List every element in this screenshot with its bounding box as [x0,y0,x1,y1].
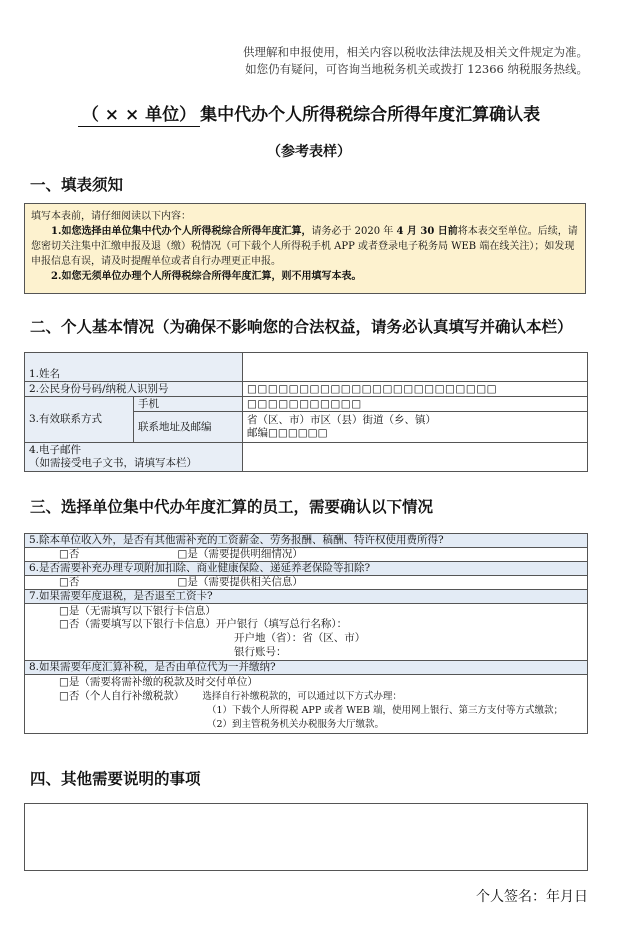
signature-label: 个人签名： [476,889,546,905]
instructions-item-1: 1.如您选择由单位集中代办个人所得税综合所得年度汇算，请务必于 2020 年 4 月 30 日前将本表交至单位。后续，请您密切关注集中汇缴申报及退（缴）税情况（可下载个人所得税手机 APP 或者登录电子税务局 WEB 端在线关注）；如发现申报信息有误，请及时提醒单位或者自行办理更正申报。 [31,226,578,267]
q8-yes-checkbox[interactable]: □是（需要将需补缴的税款及时交付单位） [59,676,258,688]
question-7: 7.如果需要年度退税，是否退至工资卡? [25,590,588,604]
question-6-options [25,576,588,590]
email-label: 4.电子邮件 [29,444,82,456]
postcode-line: 邮编□□□□□□ [247,427,328,439]
q7-bank-account[interactable]: 银行账号： [234,646,287,658]
contact-label: 3.有效联系方式 [25,397,134,443]
question-6: 6.是否需要补充办理专项附加扣除、商业健康保险、递延养老保险等扣除? [25,562,588,576]
form-subtitle: （参考表样） [267,144,351,160]
section-4-heading: 四、其他需要说明的事项 [30,770,201,788]
other-notes-field[interactable] [24,803,588,871]
instructions-item-2: 2.如您无须单位办理个人所得税综合所得年度汇算，则不用填写本表。 [51,271,362,282]
notice-line-2: 如您仍有疑问，可咨询当地税务机关或拨打 12366 纳税服务热线。 [245,62,588,76]
q5-yes-checkbox[interactable]: □是（需要提供明细情况） [177,548,303,560]
instructions-intro: 填写本表前，请仔细阅读以下内容： [31,211,191,222]
q8-hint: 选择自行补缴税款的，可以通过以下方式办理： [202,691,402,702]
section-3-heading: 三、选择单位集中代办年度汇算的员工，需要确认以下情况 [30,498,434,516]
id-field[interactable]: □□□□□□□□□□□□□□□□□□□□□□□□ [243,382,588,397]
confirmation-table [24,533,588,734]
basic-info-table [24,352,588,472]
signature-date[interactable]: 年月日 [546,889,588,905]
q6-yes-checkbox[interactable]: □是（需要提供相关信息） [177,576,303,588]
id-label: 2.公民身份号码/纳税人识别号 [25,382,243,397]
unit-placeholder[interactable]: （ × × 单位） [78,100,200,127]
form-title [0,100,618,127]
q6-no-checkbox[interactable]: □否 [59,576,80,588]
q7-no-checkbox[interactable]: □否（需要填写以下银行卡信息）开户银行（填写总行名称）： [59,618,348,630]
title-main: 集中代办个人所得税综合所得年度汇算确认表 [200,105,541,125]
section-1-heading: 一、填表须知 [30,176,124,194]
signature-line [476,886,588,906]
name-label: 1.姓名 [25,353,243,382]
email-note: （如需接受电子文书，请填写本栏） [29,457,197,469]
address-field[interactable] [243,412,588,443]
email-label-cell [25,443,243,472]
q8-no-row [29,689,583,704]
address-label: 联系地址及邮编 [134,412,243,443]
question-7-options [25,604,588,661]
q7-yes-checkbox[interactable]: □是（无需填写以下银行卡信息） [59,605,216,617]
instructions-box [24,203,586,294]
phone-field[interactable]: □□□□□□□□□□□ [243,397,588,412]
q8-no-checkbox[interactable]: □否（个人自行补缴税款） [59,690,185,702]
question-5-options [25,548,588,562]
question-8: 8.如果需要年度汇算补税，是否由单位代为一并缴纳? [25,661,588,675]
q7-bank-place[interactable]: 开户地（省）：省（区、市） [234,632,366,644]
q8-way-2: （2）到主管税务机关办税服务大厅缴款。 [207,719,385,730]
question-5: 5.除本单位收入外，是否有其他需补充的工资薪金、劳务报酬、稿酬、特许权使用费所得? [25,534,588,548]
q5-no-checkbox[interactable]: □否 [59,548,80,560]
name-field[interactable] [243,353,588,382]
notice-line-1: 供理解和申报使用，相关内容以税收法律法规及相关文件规定为准。 [243,45,588,59]
email-field[interactable] [243,443,588,472]
phone-label: 手机 [134,397,243,412]
q8-way-1: （1）下载个人所得税 APP 或者 WEB 端，使用网上银行、第三方支付等方式缴款； [207,705,563,716]
section-2-heading: 二、个人基本情况（为确保不影响您的合法权益，请务必认真填写并确认本栏） [30,318,573,336]
question-8-options [25,675,588,734]
address-line: 省（区、市）市区（县）街道（乡、镇） [247,414,436,426]
